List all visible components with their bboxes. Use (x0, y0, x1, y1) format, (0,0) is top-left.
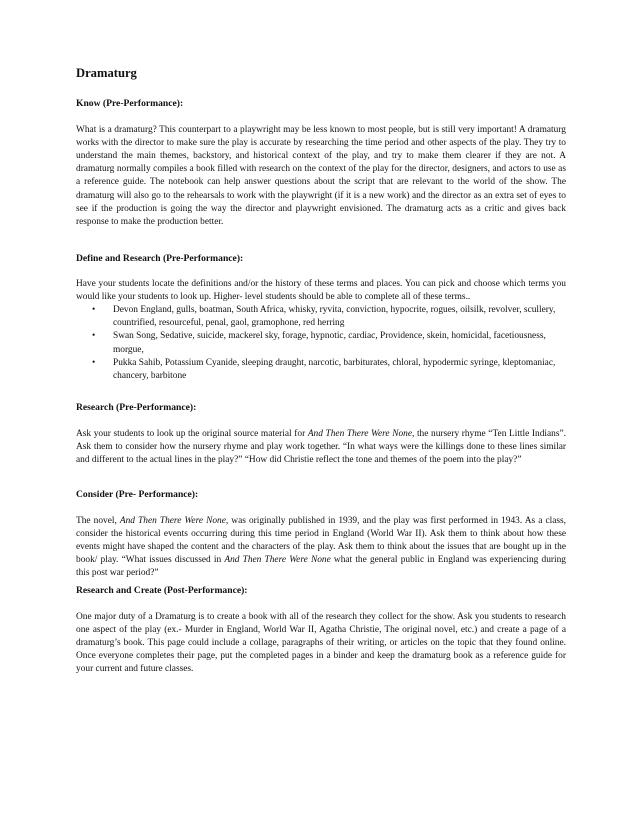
know-heading: Know (Pre-Performance): (76, 98, 184, 109)
section-define (76, 252, 566, 383)
research-body (76, 428, 566, 467)
list-item: • Pukka Sahib, Potassium Cyanide, sleeping draught, narcotic, barbiturates, chloral, hypodermic syringe, kleptomaniac, chancery, barbitone (113, 357, 566, 383)
section-consider (76, 488, 566, 581)
define-heading: Define and Research (Pre-Performance): (76, 253, 244, 264)
list-item: • Devon England, gulls, boatman, South Africa, whisky, ryvita, conviction, hypocrite, rogues, oilsilk, revolver, scullery, countrified, resourceful, penal, gaol, gramophone, red herring (113, 304, 566, 330)
section-create (76, 584, 566, 677)
consider-heading: Consider (Pre- Performance): (76, 489, 199, 500)
define-body: Have your students locate the definitions and/or the history of these terms and places. You can pick and choose which terms you would like your students to look up. Higher- level students should be able to complete all of these terms.. (76, 279, 566, 303)
consider-text-a: The novel, (76, 516, 120, 527)
consider-title-italic-b: And Then There Were None (224, 555, 331, 566)
list-item: • Swan Song, Sedative, suicide, mackerel sky, forage, hypnotic, cardiac, Providence, skein, homicidal, facetiousness, morgue, (113, 330, 566, 356)
consider-text-c: what the general public in England was experiencing during this post war period?” (76, 555, 566, 579)
document-title: Dramaturg (76, 66, 137, 80)
create-heading: Research and Create (Post-Performance): (76, 585, 248, 596)
consider-text-b: , was originally published in 1939, and the play was first performed in 1943. As a class, consider the historical events occurring during this time period in England (World War II). Ask them to think about how these events might have shaped the content and the characters of the play. Ask them to think about the issues that are bought up in the book/ play. “What issues discussed in (76, 516, 567, 566)
know-body: What is a dramaturg? This counterpart to a playwright may be less known to most people, but is still very important! A dramaturg works with the director to make sure the play is accurate by researching the time period and other aspects of the play. They try to understand the main themes, backstory, and historical context of the play, and try to make them clearer if they are not. A dramaturg normally compiles a book filled with research on the context of the play for the director, designers, and actors to use as a reference guide. The notebook can help answer questions about the script that are relevant to the world of the show. The dramaturg will also go to the rehearsals to work with the playwright (if it is a new work) and the director as an extra set of eyes to see if the production is going the way the director and playwright envisioned. The dramaturg acts as a critic and gives back response to make the production better. (76, 125, 566, 227)
research-text-a: Ask your students to look up the original source material for (76, 429, 308, 440)
section-research (76, 401, 566, 467)
consider-body (76, 515, 566, 580)
terms-list (76, 304, 566, 383)
research-text-b: , the nursery rhyme “Ten Little Indians”. Ask them to consider how the nursery rhyme and play work together. “In what ways were the killings done to these lines similar and different to the actual lines in the play?” “How did Christie reflect the tone and themes of the poem into the play?” (76, 429, 567, 466)
research-heading: Research (Pre-Performance): (76, 402, 197, 413)
create-body: One major duty of a Dramaturg is to create a book with all of the research they collect for the show. Ask you students to research one aspect of the play (ex.- Murder in England, World War II, Agatha Christie, The original novel, etc.) and create a page of a dramaturg’s book. This page could include a collage, paragraphs of their writing, or articles on the topic that they found online. Once everyone completes their page, put the completed pages in a binder and keep the dramaturg book as a reference guide for your current and future classes. (76, 612, 566, 675)
consider-title-italic-a: And Then There Were None (119, 516, 226, 527)
research-title-italic: And Then There Were None (307, 429, 412, 440)
section-know (76, 97, 566, 229)
